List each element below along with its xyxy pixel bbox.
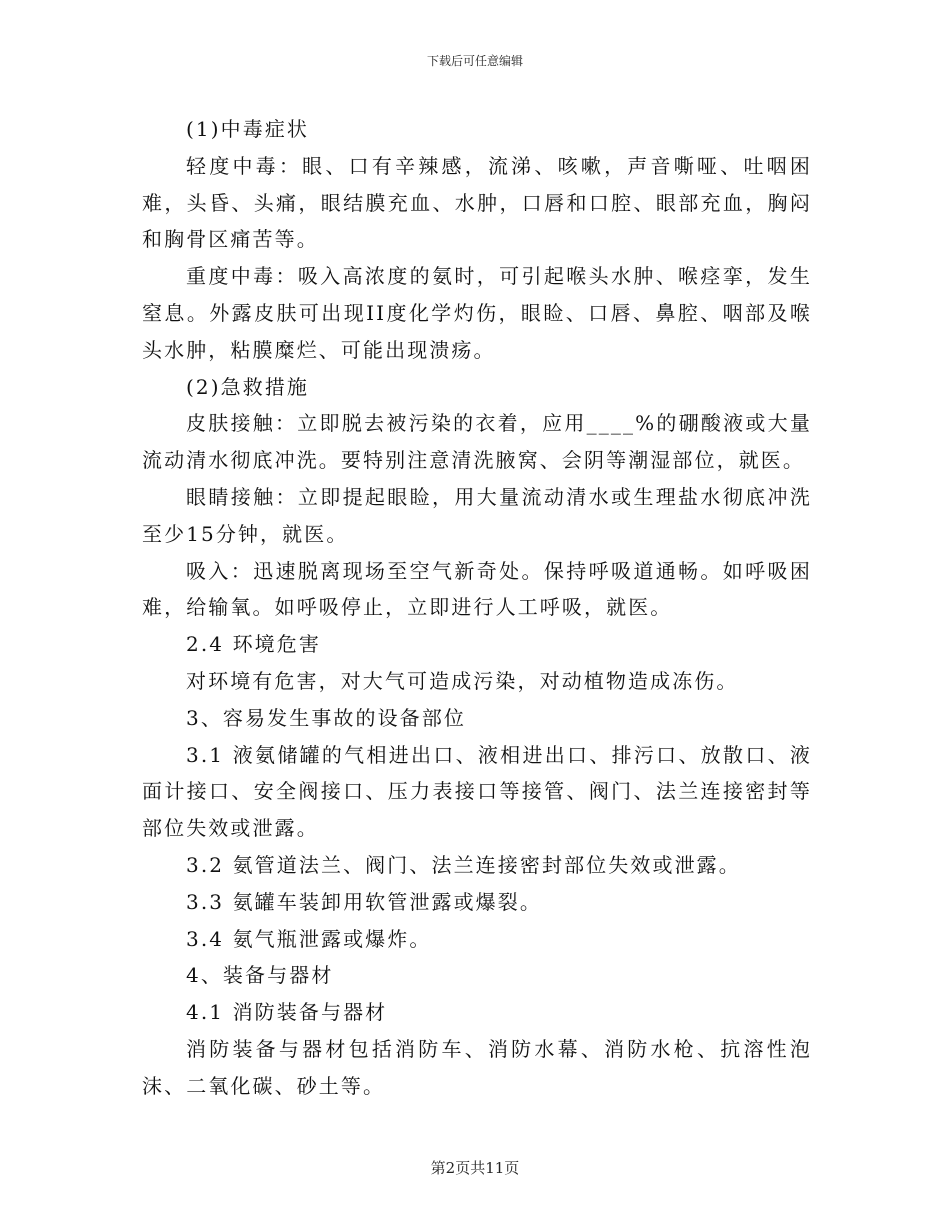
heading-equipment: 4、装备与器材: [186, 963, 334, 988]
heading-first-aid: (2)急救措施: [186, 374, 310, 399]
page-footer: 第2页共11页: [430, 1159, 520, 1177]
paragraph-mild-poisoning: 轻度中毒：眼、口有辛辣感，流涕、咳嗽，声音嘶哑、吐咽困难，头昏、头痛，眼结膜充血、水肿，口唇和口腔、眼部充血，胸闷和胸骨区痛苦等。: [142, 153, 812, 252]
paragraph-3-1: 3.1 液氨储罐的气相进出口、液相进出口、排污口、放散口、液面计接口、安全阀接口、压力表接口等接管、阀门、法兰连接密封等部位失效或泄露。: [142, 742, 812, 841]
paragraph-inhalation: 吸入：迅速脱离现场至空气新奇处。保持呼吸道通畅。如呼吸困难，给输氧。如呼吸停止，立即进行人工呼吸，就医。: [142, 558, 812, 620]
paragraph-skin-contact: 皮肤接触：立即脱去被污染的衣着，应用____%的硼酸液或大量流动清水彻底冲洗。要特别注意清洗腋窝、会阴等潮湿部位，就医。: [142, 411, 812, 473]
heading-environmental-hazard: 2.4 环境危害: [186, 632, 321, 657]
paragraph-environmental-hazard: 对环境有危害，对大气可造成污染，对动植物造成冻伤。: [186, 668, 739, 693]
heading-fire-equipment: 4.1 消防装备与器材: [186, 1000, 388, 1025]
heading-accident-prone-parts: 3、容易发生事故的设备部位: [186, 705, 467, 730]
document-body: [142, 111, 812, 1105]
paragraph-3-3: 3.3 氨罐车装卸用软管泄露或爆裂。: [186, 889, 542, 914]
paragraph-3-2: 3.2 氨管道法兰、阀门、法兰连接密封部位失效或泄露。: [186, 852, 741, 877]
paragraph-eye-contact: 眼睛接触：立即提起眼睑，用大量流动清水或生理盐水彻底冲洗至少15分钟，就医。: [142, 484, 812, 546]
paragraph-3-4: 3.4 氨气瓶泄露或爆炸。: [186, 926, 432, 951]
page-header: 下载后可任意编辑: [426, 54, 523, 68]
paragraph-fire-equipment: 消防装备与器材包括消防车、消防水幕、消防水枪、抗溶性泡沫、二氧化碳、砂土等。: [142, 1036, 812, 1098]
heading-poisoning-symptoms: (1)中毒症状: [186, 117, 310, 141]
paragraph-severe-poisoning: 重度中毒：吸入高浓度的氨时，可引起喉头水肿、喉痉挛，发生窒息。外露皮肤可出现II度化学灼伤，眼睑、口唇、鼻腔、咽部及喉头水肿，粘膜糜烂、可能出现溃疡。: [142, 264, 812, 362]
